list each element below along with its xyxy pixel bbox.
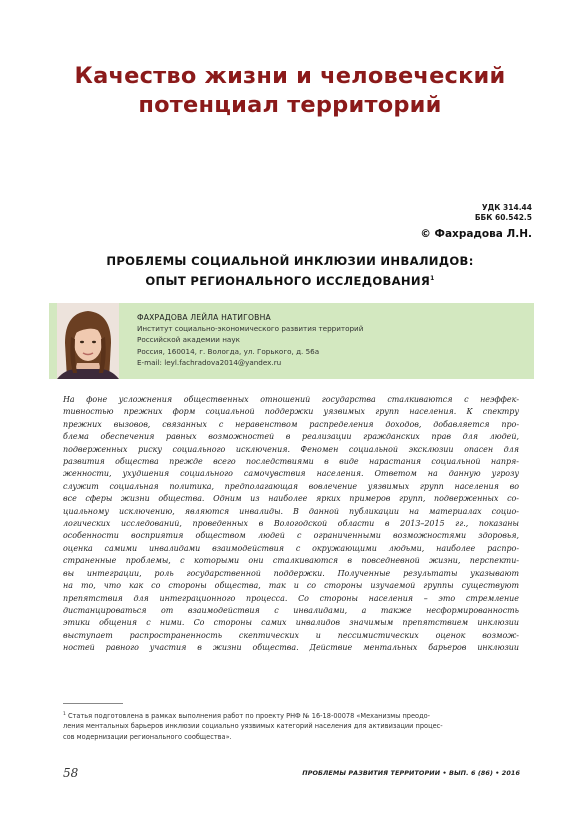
- section-title-line-2: потенциал территорий: [138, 92, 442, 118]
- author-info-box: [49, 303, 534, 379]
- running-footer: ПРОБЛЕМЫ РАЗВИТИЯ ТЕРРИТОРИИ • ВЫП. 6 (86) • 2016: [302, 769, 520, 777]
- abstract-line: выступает распространенность скептических и пессимистических оценок возмож-: [63, 630, 519, 640]
- author-address: Россия, 160014, г. Вологда, ул. Горького, д. 56а: [137, 346, 320, 356]
- footnote-line-1: Статья подготовлена в рамках выполнения работ по проекту РНФ № 16-18-00078 «Механизмы преодо-: [65, 712, 431, 721]
- title-footnote-mark: 1: [430, 275, 435, 282]
- abstract-line: развития общества прежде всего последствиями в виде нарастания социальной напря-: [63, 457, 519, 467]
- abstract-line: дистанцироваться от взаимодействия с инвалидами, а также несформированность: [63, 605, 519, 615]
- abstract-line: страненные проблемы, с которыми они сталкиваются в повседневной жизни, перспекти-: [63, 556, 519, 566]
- copyright-author: © Фахрадова Л.Н.: [420, 228, 532, 240]
- footnote-divider: [63, 703, 123, 704]
- abstract-line: этики общения с ними. Со стороны самих инвалидов значимым препятствием инклюзии: [63, 618, 519, 628]
- abstract-line: особенности восприятия обществом людей с ограниченными возможностями здоровья,: [63, 531, 519, 541]
- classification-codes: [475, 203, 532, 222]
- article-title-line-2: ОПЫТ РЕГИОНАЛЬНОГО ИССЛЕДОВАНИЯ: [145, 273, 431, 288]
- abstract-line: все сферы жизни общества. Одним из наиболее ярких примеров групп, подверженных со-: [63, 494, 519, 504]
- author-photo: [57, 303, 119, 379]
- author-email[interactable]: E-mail: leyl.fachradova2014@yandex.ru: [137, 357, 282, 367]
- author-affiliation-line-1: Институт социально-экономического развития территорий: [137, 324, 364, 334]
- bbk-code: ББК 60.542.5: [474, 212, 532, 222]
- abstract-line: подверженных риску социального исключения. Феномен социальной эксклюзии опасен для: [63, 444, 519, 454]
- section-title: [0, 62, 580, 120]
- abstract-line: циальному исключению, являются инвалиды. В данной публикации на материалах социо-: [63, 506, 519, 516]
- author-affiliation-line-2: Российской академии наук: [137, 335, 240, 345]
- page-number: 58: [63, 766, 79, 780]
- abstract-line: вы интеграции, роль государственной поддержки. Полученные результаты указывают: [63, 568, 519, 578]
- author-name: ФАХРАДОВА ЛЕЙЛА НАТИГОВНА: [137, 313, 271, 322]
- abstract-line: тивностью прежних форм социальной поддержки уязвимых групп населения. К спектру: [63, 407, 519, 417]
- udk-code: УДК 314.44: [481, 203, 532, 212]
- abstract-line: на то, что как со стороны общества, так и со стороны изучаемой группы существуют: [63, 581, 519, 591]
- footnote-line-2: ления ментальных барьеров инклюзии социально уязвимых категорий населения для активизации процес-: [63, 722, 443, 731]
- abstract-line: прежних вызовов, связанных с неравенством распределения доходов, добавляется про-: [63, 419, 519, 429]
- abstract-line: логических исследований, проведенных в Вологодской области в 2013–2015 гг., показаны: [63, 519, 519, 529]
- abstract-line: препятствия для интеграционного процесса. Со стороны населения – это стремление: [63, 593, 519, 603]
- article-title: [0, 252, 580, 290]
- author-details: [137, 312, 363, 368]
- footnote: [63, 710, 519, 742]
- section-title-line-1: Качество жизни и человеческий: [74, 63, 506, 89]
- abstract-line: оценка самими инвалидами взаимодействия с окружающими людьми, наиболее распро-: [63, 543, 519, 553]
- abstract-line: ностей равного участия в жизни общества. Действие ментальных барьеров инклюзии: [63, 643, 519, 653]
- footnote-mark: 1: [63, 712, 66, 717]
- abstract-line: женности, ухудшения социального самочувствия населения. Ответом на данную угрозу: [63, 469, 519, 479]
- abstract: [63, 394, 519, 655]
- abstract-line: На фоне усложнения общественных отношений государства сталкиваются с неэффек-: [63, 395, 519, 404]
- abstract-line: блема обеспечения равных возможностей в реализации гражданских прав для людей,: [63, 432, 519, 442]
- abstract-line: служит социальная политика, предполагающая вовлечение уязвимых групп населения во: [63, 481, 519, 491]
- footnote-line-3: сов модернизации регионального сообщества».: [63, 732, 232, 741]
- article-title-line-1: ПРОБЛЕМЫ СОЦИАЛЬНОЙ ИНКЛЮЗИИ ИНВАЛИДОВ:: [106, 254, 474, 268]
